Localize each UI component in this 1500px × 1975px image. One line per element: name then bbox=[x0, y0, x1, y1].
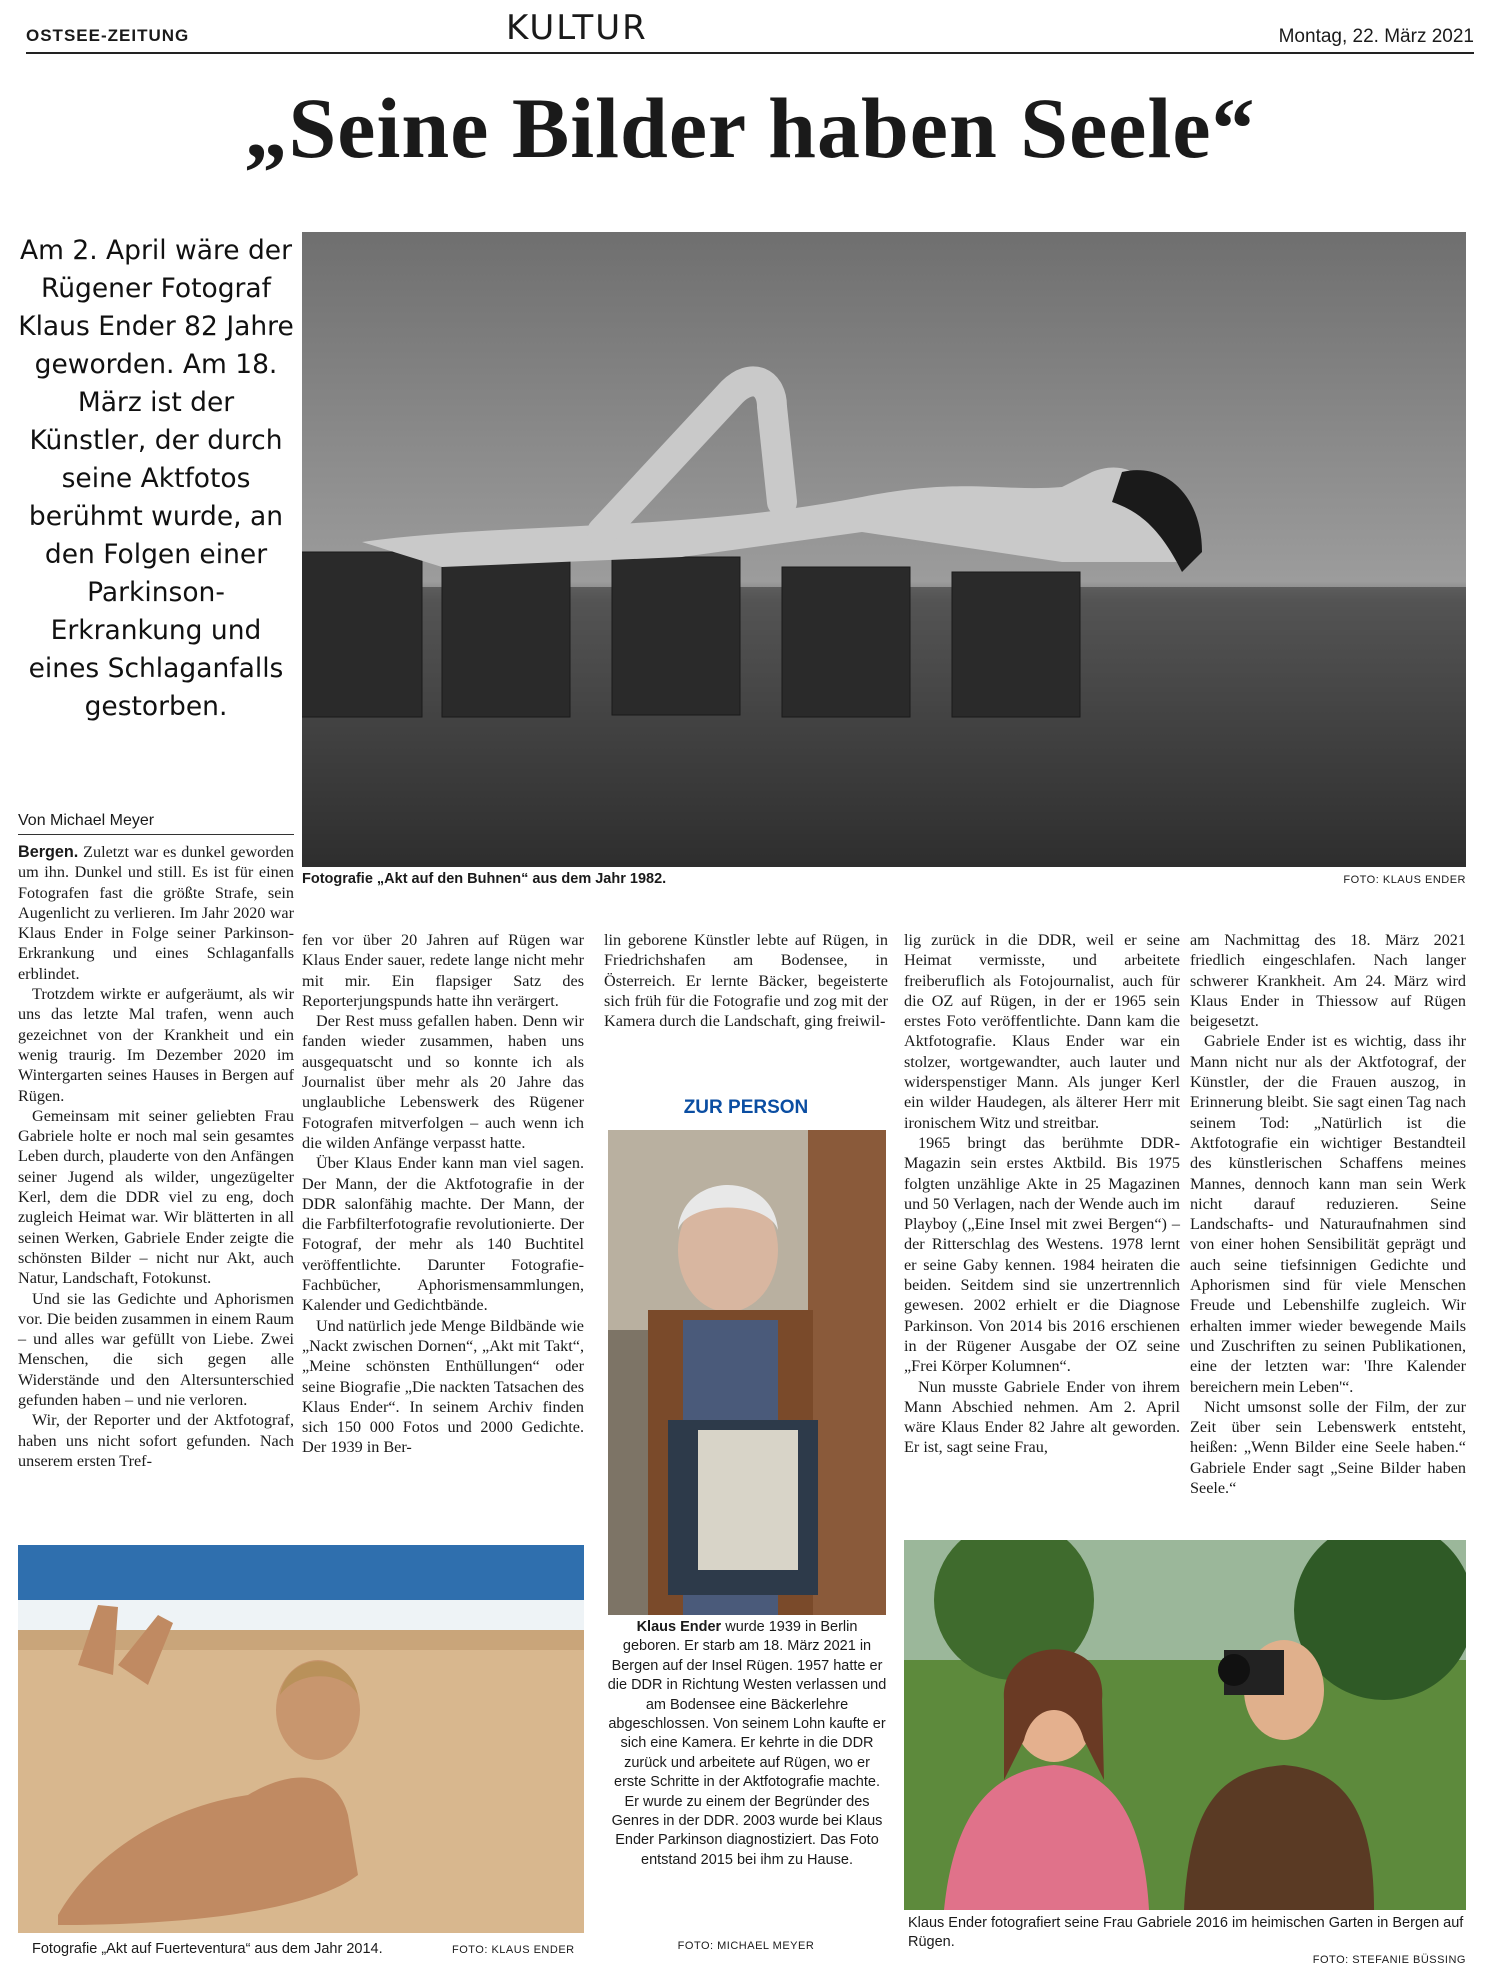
paragraph: Gemeinsam mit seiner geliebten Frau Gabriele holte er noch mal sein gesamtes Leben durch, plauderte von den Anfängen seiner Jugend als wilder, ungezügelter Kerl, dem die DDR viel zu eng, doch zugleich Heimat war. Wir blätterten in all seinen Werken, Gabriele Ender zeigte die schönsten Bilder – nicht nur Akt, auch Natur, Landschaft, Fotokunst. bbox=[18, 1106, 294, 1288]
paragraph: am Nachmittag des 18. März 2021 friedlich eingeschlafen. Nach langer schwerer Krankheit. Am 24. März wird Klaus Ender in Thiessow auf Rügen beigesetzt. bbox=[1190, 931, 1466, 1031]
article-column-1 bbox=[18, 842, 294, 1471]
infobox-title: ZUR PERSON bbox=[683, 1097, 809, 1118]
main-photo bbox=[302, 232, 1466, 867]
infobox-name: Klaus Ender bbox=[636, 1619, 722, 1635]
paper-name: OSTSEE-ZEITUNG bbox=[26, 26, 190, 45]
headline: „Seine Bilder haben Seele“ bbox=[244, 80, 1256, 176]
paragraph: fen vor über 20 Jahren auf Rügen war Klaus Ender sauer, redete lange nicht mehr mit mir. Ein flapsiger Satz des Reporterjungspunds hatte ihn verärgert. bbox=[302, 931, 584, 1010]
issue-date: Montag, 22. März 2021 bbox=[1278, 26, 1474, 47]
beach-photo-caption: Fotografie „Akt auf Fuerteventura“ aus dem Jahr 2014. bbox=[32, 1941, 383, 1957]
paragraph: Und natürlich jede Menge Bildbände wie „Nackt zwischen Dornen“, „Akt mit Takt“, „Meine schönsten Enthüllungen“ oder seine Biografie „Die nackten Tatsachen des Klaus Ender“. In seinem Archiv finden sich 150 000 Fotos und 2000 Gedichte. Der 1939 in Ber- bbox=[302, 1316, 584, 1457]
main-photo-credit: FOTO: KLAUS ENDER bbox=[1343, 874, 1466, 886]
garden-photo-credit: FOTO: STEFANIE BÜSSING bbox=[1312, 1954, 1466, 1966]
article-column-4 bbox=[904, 930, 1180, 1458]
masthead bbox=[26, 8, 1474, 54]
paragraph bbox=[18, 842, 294, 984]
paragraph: Gabriele Ender ist es wichtig, dass ihr Mann nicht nur als der Aktfotograf, der Künstler, der die Frauen auszog, in Erinnerung bleibt. Sie sagt einen Tag nach seinem Tod: „Natürlich ist die Aktfotografie ein wichtiger Bestandteil des künstlerischen Schaffens meines Mannes, dennoch kann man sein Werk nicht darauf reduzieren. Seine Landschafts- und Naturaufnahmen sind von einer hohen Sensibilität geprägt und auch seine tiefsinnigen Gedichte und Aphorismen sind für viele Menschen Freude und Lebenshilfe zugleich. Wir erhalten immer wieder bewegende Mails und Zuschriften zu seinen Publikationen, eine der letzten war: 'Ihre Kalender bereichern mein Leben'“. bbox=[1190, 1032, 1466, 1396]
paragraph: Nicht umsonst solle der Film, der zur Zeit über sein Lebenswerk entsteht, heißen: „Wenn Bilder eine Seele haben.“ Gabriele Ender sagt „Seine Bilder haben Seele.“ bbox=[1190, 1397, 1466, 1498]
paragraph: Über Klaus Ender kann man viel sagen. Der Mann, der die Aktfotografie in der DDR salonfähig machte. Der Mann, der die Farbfilterfotografie revolutionierte. Der Fotograf, der mehr als 140 Buchtitel veröffentlichte. Darunter Fotografie-Fachbücher, Aphorismensammlungen, Kalender und Gedichtbände. bbox=[302, 1154, 584, 1315]
dateline: Bergen. bbox=[18, 843, 79, 861]
beach-photo bbox=[18, 1545, 584, 1933]
paragraph: lig zurück in die DDR, weil er seine Heimat vermisste, und arbeitete freiberuflich als Fotojournalist, auch für die OZ auf Rügen, in der er 1965 sein erstes Foto veröffentlichte. Dann kam die Aktfotografie. Klaus Ender war ein stolzer, wortgewandter, auch lauter und widerspenstiger Mann. Als junger Kerl ein wilder Haudegen, als älterer Herr mit ironischem Witz und streitbar. bbox=[904, 931, 1180, 1132]
paragraph: Und sie las Gedichte und Aphorismen vor. Die beiden zusammen in einem Raum – und alles war gefüllt von Liebe. Zwei Menschen, die sich gegen alle Widerstände und den Altersunterschied gefunden haben – und nie verloren. bbox=[18, 1289, 294, 1410]
beach-photo-credit: FOTO: KLAUS ENDER bbox=[452, 1944, 575, 1956]
infobox-body: wurde 1939 in Berlin geboren. Er starb am 18. März 2021 in Bergen auf der Insel Rügen. 1957 hatte er die DDR in Richtung Westen verlassen und am Bodensee eine Bäckerlehre abgeschlossen. Von seinem Lohn kaufte er sich eine Kamera. Er kehrte in die DDR zurück und arbeitete auf Rügen, wo er erste Schritte in der Aktfotografie machte. Er wurde zu einem der Begründer des Genres in der DDR. 2003 wurde bei Klaus Ender Parkinson diagnostiziert. Das Foto entstand 2015 bei ihm zu Hause. bbox=[607, 1619, 887, 1868]
article-column-2 bbox=[302, 930, 584, 1458]
paragraph-text: Zuletzt war es dunkel geworden um ihn. Dunkel und still. Es ist für einen Fotografen fast die größte Strafe, sein Augenlicht zu verlieren. Im Jahr 2020 war Klaus Ender in Folge seiner Parkinson-Erkrankung und eines Schlaganfalls erblindet. bbox=[18, 843, 294, 983]
paragraph: Wir, der Reporter und der Aktfotograf, haben uns nicht sofort gefunden. Nach unserem ersten Tref- bbox=[18, 1411, 294, 1470]
garden-photo bbox=[904, 1540, 1466, 1910]
section-name: KULTUR bbox=[506, 8, 648, 48]
infobox-text bbox=[606, 1618, 888, 1870]
paragraph: Der Rest muss gefallen haben. Denn wir fanden wieder zusammen, haben uns ausgequatscht und so konnte ich als Journalist über mehr als 20 Jahre das unglaubliche Lebenswerk des Rügener Fotografen mitverfolgen – auch wenn ich die wilden Anfänge verpasst hatte. bbox=[302, 1012, 584, 1152]
portrait-credit: FOTO: MICHAEL MEYER bbox=[677, 1940, 815, 1952]
teaser: Am 2. April wäre der Rügener Fotograf Klaus Ender 82 Jahre geworden. Am 18. März ist der Künstler, der durch seine Aktfotos berühmt wurde, an den Folgen einer Parkinson-Erkrankung und eines Schlaganfalls gestorben. bbox=[18, 235, 294, 722]
portrait-photo bbox=[608, 1130, 886, 1615]
paragraph: lin geborene Künstler lebte auf Rügen, in Friedrichshafen am Bodensee, in Österreich. Er lernte Bäcker, begeisterte sich früh für die Fotografie und zog mit der Kamera durch die Landschaft, ging freiwil- bbox=[604, 931, 888, 1031]
byline: Von Michael Meyer bbox=[18, 812, 294, 835]
paragraph: Trotzdem wirkte er aufgeräumt, als wir uns das letzte Mal trafen, wenn auch gezeichnet von der Krankheit und ein wenig traurig. Im Dezember 2020 im Wintergarten seines Hauses in Bergen auf Rügen. bbox=[18, 985, 294, 1105]
article-column-5 bbox=[1190, 930, 1466, 1498]
paragraph: Nun musste Gabriele Ender von ihrem Mann Abschied nehmen. Am 2. April wäre Klaus Ender 82 Jahre alt geworden. Er ist, sagt seine Frau, bbox=[904, 1377, 1180, 1457]
article-column-3 bbox=[604, 930, 888, 1031]
garden-photo-caption: Klaus Ender fotografiert seine Frau Gabriele 2016 im heimischen Garten in Bergen auf Rügen. bbox=[908, 1915, 1464, 1950]
paragraph: 1965 bringt das berühmte DDR-Magazin sein erstes Aktbild. Bis 1975 folgten unzählige Akte in 25 Magazinen und 50 Verlagen, nach der Wende auch im Playboy („Eine Insel mit zwei Bergen“) – der Ritterschlag des Westens. 1978 lernt er seine Gaby kennen. 1984 heiraten die beiden. Seitdem sind sie unzertrennlich gewesen. 2002 erhielt er die Diagnose Parkinson. Von 2014 bis 2016 erschienen in der Rügener Ausgabe der OZ seine „Frei Körper Kolumnen“. bbox=[904, 1133, 1180, 1376]
main-photo-caption: Fotografie „Akt auf den Buhnen“ aus dem Jahr 1982. bbox=[302, 871, 667, 887]
